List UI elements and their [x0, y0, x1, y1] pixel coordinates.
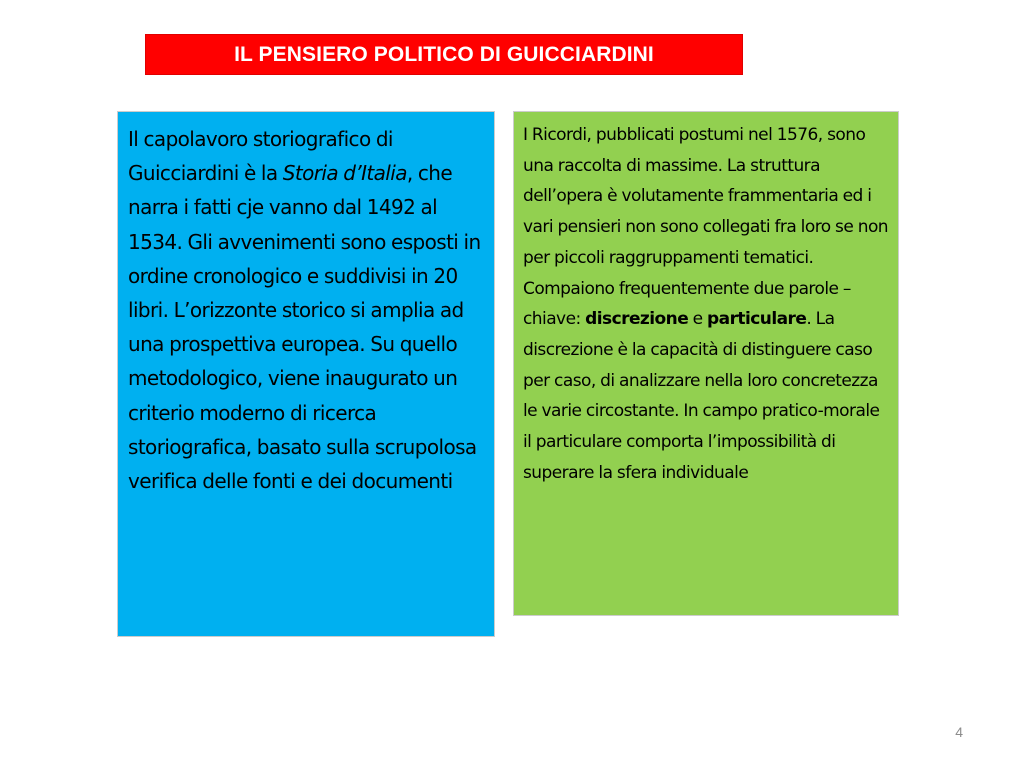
ricordi-textbox: [513, 111, 899, 616]
page-number: 4: [955, 724, 963, 740]
right-text-part1: I Ricordi, pubblicati postumi nel 1576, sono una raccolta di massime. La struttura dell’opera è volutamente frammentaria ed i vari pensieri non sono collegati fra loro se non per piccoli raggruppamenti tematici. Compaiono frequentemente due parole – chiave:: [523, 125, 889, 330]
storia-italia-textbox: [117, 111, 495, 637]
slide-title: IL PENSIERO POLITICO DI GUICCIARDINI: [234, 42, 654, 66]
right-text-part2: e: [688, 309, 708, 330]
right-keyword-particulare: particulare: [707, 309, 807, 330]
right-keyword-discrezione: discrezione: [585, 309, 689, 330]
left-text-part1: Il capolavoro storiografico di Guicciardini è la: [128, 127, 393, 186]
left-text-part2: , che narra i fatti cje vanno dal 1492 al 1534. Gli avvenimenti sono esposti in ordine cronologico e suddivisi in 20 libri. L’orizzonte storico si amplia ad una prospettiva europea. Su quello metodologico, viene inaugurato un criterio moderno di ricerca storiografica, basato sulla scrupolosa verifica delle fonti e dei documenti: [128, 161, 481, 494]
right-text-part3: . La discrezione è la capacità di distinguere caso per caso, di analizzare nella loro concretezza le varie circostante. In campo pratico-morale il particulare comporta l’impossibilità di superare la sfera individuale: [523, 309, 880, 483]
title-banner: [145, 34, 743, 75]
left-text-italic-title: Storia d’Italia: [282, 161, 407, 186]
